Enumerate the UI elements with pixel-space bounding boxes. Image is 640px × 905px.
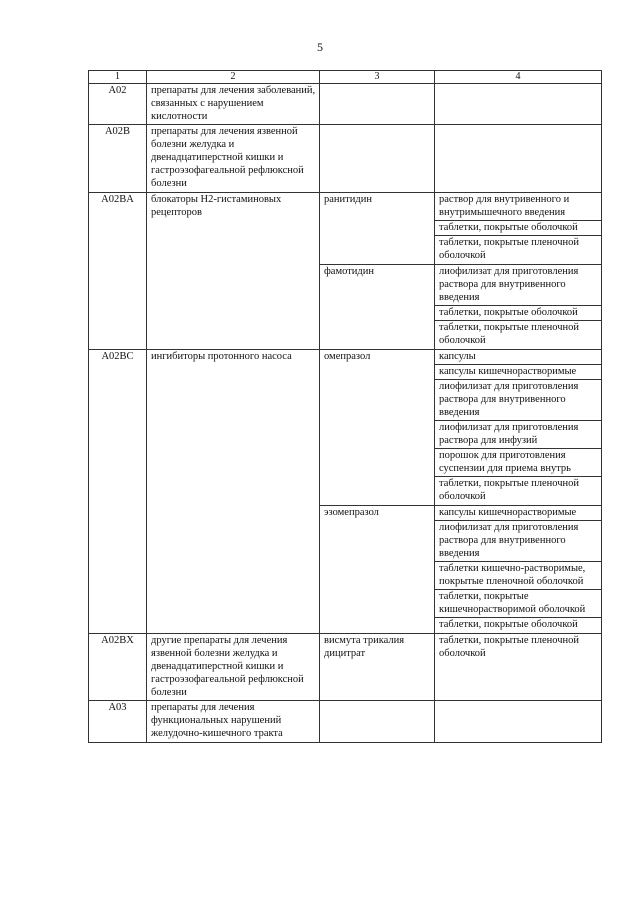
table-row — [89, 634, 602, 701]
dosage-form: таблетки, покрытые оболочкой — [435, 221, 601, 236]
atc-code — [89, 265, 147, 350]
forms-cell — [435, 350, 602, 506]
dosage-form: таблетки, покрытые кишечнорастворимой оболочкой — [435, 590, 601, 618]
dosage-form: лиофилизат для приготовления раствора для внутривенного введения — [435, 521, 601, 562]
dosage-form: раствор для внутривенного и внутримышечного введения — [435, 193, 601, 221]
header-row — [89, 71, 602, 84]
group-name: препараты для лечения функциональных нарушений желудочно-кишечного тракта — [147, 701, 320, 743]
atc-code: A02BA — [89, 193, 147, 265]
forms-cell — [435, 265, 602, 350]
substance-name: фамотидин — [320, 265, 435, 350]
forms-cell — [435, 125, 602, 193]
atc-code: A02BC — [89, 350, 147, 506]
table-row — [89, 125, 602, 193]
group-name: ингибиторы протонного насоса — [147, 350, 320, 506]
dosage-form: таблетки, покрытые пленочной оболочкой — [439, 237, 580, 261]
dosage-form: капсулы — [435, 350, 601, 365]
drug-table — [88, 70, 602, 743]
substance-name: эзомепразол — [320, 506, 435, 634]
table-row — [89, 193, 602, 265]
substance-name: ранитидин — [320, 193, 435, 265]
group-name: препараты для лечения язвенной болезни желудка и двенадцатиперстной кишки и гастроэзофагеальной рефлюксной болезни — [147, 125, 320, 193]
dosage-form: капсулы кишечнорастворимые — [435, 365, 601, 380]
table-row — [89, 84, 602, 125]
dosage-form: порошок для приготовления суспензии для приема внутрь — [435, 449, 601, 477]
dosage-form: лиофилизат для приготовления раствора для внутривенного введения — [435, 380, 601, 421]
forms-cell — [435, 634, 602, 701]
dosage-form: таблетки, покрытые оболочкой — [439, 619, 578, 630]
group-name: другие препараты для лечения язвенной болезни желудка и двенадцатиперстной кишки и гастроэзофагеальной рефлюксной болезни — [147, 634, 320, 701]
header-col-3: 3 — [320, 71, 435, 84]
group-name — [147, 265, 320, 350]
atc-code: A02B — [89, 125, 147, 193]
dosage-form: таблетки, покрытые пленочной оболочкой — [439, 322, 580, 346]
substance-name: висмута трикалия дицитрат — [320, 634, 435, 701]
dosage-form: капсулы кишечнорастворимые — [435, 506, 601, 521]
substance-cell — [320, 701, 435, 743]
table-row — [89, 506, 602, 634]
forms-cell — [435, 193, 602, 265]
forms-cell — [435, 84, 602, 125]
substance-cell — [320, 125, 435, 193]
dosage-form: таблетки, покрытые пленочной оболочкой — [439, 635, 580, 659]
forms-cell — [435, 701, 602, 743]
header-col-4: 4 — [435, 71, 602, 84]
group-name: препараты для лечения заболеваний, связанных с нарушением кислотности — [147, 84, 320, 125]
page-number: 5 — [317, 40, 323, 54]
substance-name: омепразол — [320, 350, 435, 506]
header-col-2: 2 — [147, 71, 320, 84]
atc-code: A02 — [89, 84, 147, 125]
table-row — [89, 350, 602, 506]
atc-code — [89, 506, 147, 634]
forms-cell — [435, 506, 602, 634]
atc-code: A03 — [89, 701, 147, 743]
group-name: блокаторы Н2-гистаминовых рецепторов — [147, 193, 320, 265]
group-name — [147, 506, 320, 634]
substance-cell — [320, 84, 435, 125]
dosage-form: таблетки, покрытые пленочной оболочкой — [439, 478, 580, 502]
header-col-1: 1 — [89, 71, 147, 84]
dosage-form: таблетки, покрытые оболочкой — [435, 306, 601, 321]
atc-code: A02BX — [89, 634, 147, 701]
dosage-form: лиофилизат для приготовления раствора для внутривенного введения — [435, 265, 601, 306]
dosage-form: лиофилизат для приготовления раствора для инфузий — [435, 421, 601, 449]
table-row — [89, 701, 602, 743]
table-row — [89, 265, 602, 350]
dosage-form: таблетки кишечно-растворимые, покрытые пленочной оболочкой — [435, 562, 601, 590]
